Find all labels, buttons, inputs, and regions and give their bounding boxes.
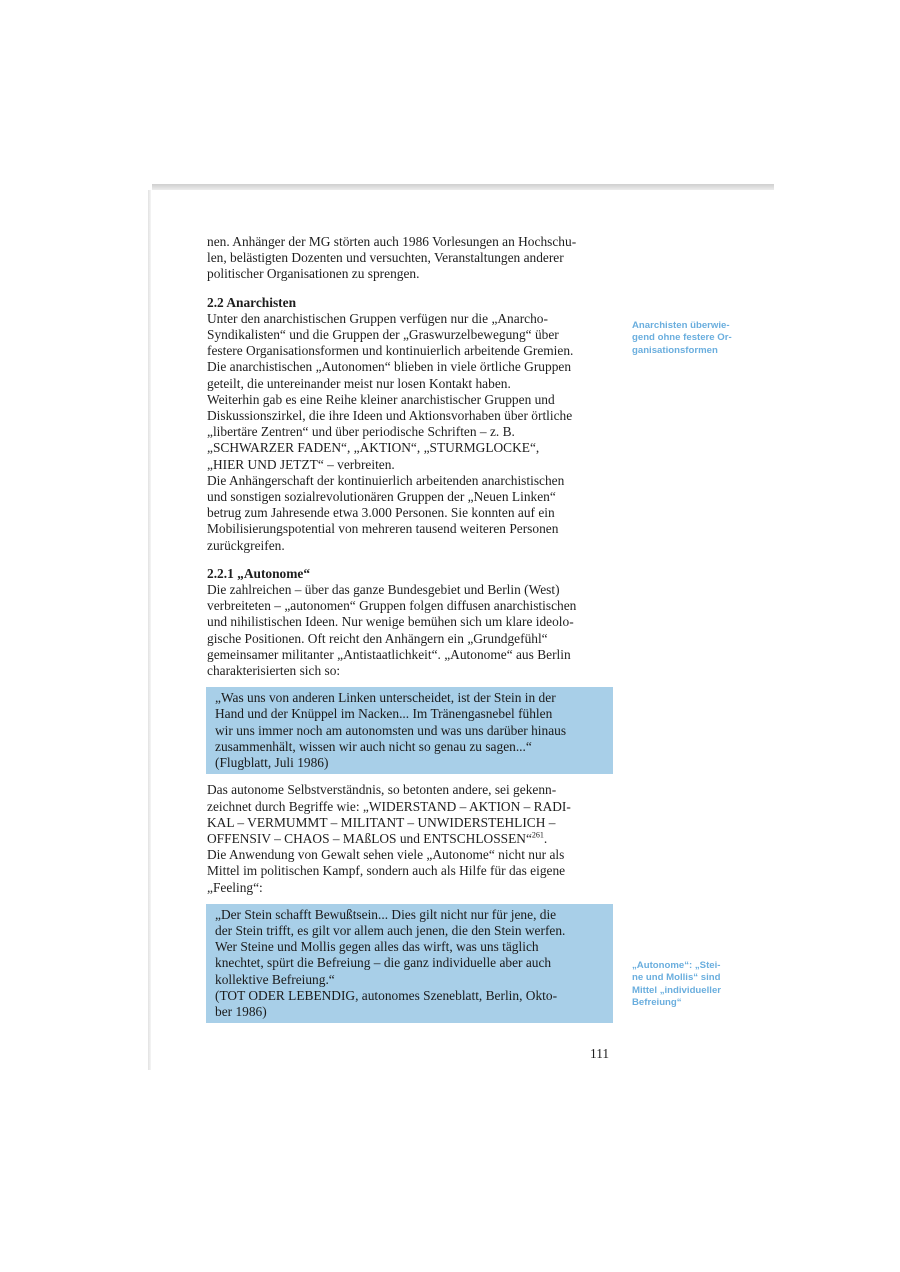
- anarchisten-paragraph-2: Weiterhin gab es eine Reihe kleiner anarchistischer Gruppen und Diskussionszirkel, die ihre Ideen und Aktionsvorhaben über örtliche „libertäre Zentren“ und über periodische Schriften – z. B. „SCHWARZER FADEN“, „AKTION“, „STURMGLOCKE“, „HIER UND JETZT“ – verbreiten.: [207, 391, 573, 472]
- margin-note-anarchisten: Anarchisten überwie- gend ohne festere Or- ganisationsformen: [632, 320, 732, 356]
- page-left-edge: [148, 190, 151, 1070]
- page-number: 111: [590, 1046, 610, 1061]
- autonome-paragraph-3: Die Anwendung von Gewalt sehen viele „Autonome“ nicht nur als Mittel im politischen Kampf, sondern auch als Hilfe für das eigene „Feeling“:: [207, 847, 566, 895]
- section-heading-anarchisten: 2.2 Anarchisten: [207, 294, 297, 310]
- section-heading-autonome: 2.2.1 „Autonome“: [207, 565, 311, 581]
- autonome-paragraph-2: Das autonome Selbstverständnis, so betonten andere, sei gekenn- zeichnet durch Begriffe wie: „WIDERSTAND – AKTION – RADI- KAL – VERMUMMT – MILITANT – UNWIDERSTEHLICH – OFFENSIV – CHAOS – MAßLOS und ENTSCHLOSSEN“$^{261}$.: [207, 782, 571, 846]
- quote-szeneblatt: „Der Stein schafft Bewußtsein... Dies gilt nicht nur für jene, die der Stein trifft, es gilt vor allem auch jenen, die den Stein werfen. Wer Steine und Mollis gegen alles das wirft, was uns täglich knechtet, spürt die Befreiung – die ganz individuelle aber auch kollektive Befreiung.“ (TOT ODER LEBENDIG, autonomes Szeneblatt, Berlin, Okto- ber 1986): [206, 904, 613, 1023]
- margin-note-autonome: „Autonome“: „Stei- ne und Mollis“ sind Mittel „individueller Befreiung“: [632, 960, 722, 1009]
- footnote-reference: 261: [531, 830, 544, 840]
- main-text-column: [207, 234, 613, 1023]
- anarchisten-paragraph-1: Unter den anarchistischen Gruppen verfügen nur die „Anarcho- Syndikalisten“ und die Gruppen der „Graswurzelbewegung“ über festere Organisationsformen und kontinuierlich arbeitende Gremien. Die anarchistischen „Autonomen“ blieben in viele örtliche Gruppen geteilt, die untereinander meist nur losen Kontakt haben.: [207, 310, 574, 391]
- autonome-paragraph-1: Die zahlreichen – über das ganze Bundesgebiet und Berlin (West) verbreiteten – „autonomen“ Gruppen folgen diffusen anarchistischen und nihilistischen Ideen. Nur wenige bemühen sich um klare ideolo- gische Positionen. Oft reicht den Anhängern ein „Grundgefühl“ gemeinsamer militanter „Antistaatlichkeit“. „Autonome“ aus Berlin charakterisierten sich so:: [207, 582, 577, 679]
- intro-paragraph: nen. Anhänger der MG störten auch 1986 Vorlesungen an Hochschu- len, belästigten Dozenten und versuchten, Veranstaltungen anderer politischer Organisationen zu sprengen.: [207, 234, 577, 282]
- page-top-rule: [152, 184, 774, 190]
- anarchisten-paragraph-3: Die Anhängerschaft der kontinuierlich arbeitenden anarchistischen und sonstigen sozialrevolutionären Gruppen der „Neuen Linken“ betrug zum Jahresende etwa 3.000 Personen. Sie konnten auf ein Mobilisierungspotential von mehreren tausend weiteren Personen zurückgreifen.: [207, 472, 565, 553]
- quote-flugblatt: „Was uns von anderen Linken unterscheidet, ist der Stein in der Hand und der Knüppel im Nacken... Im Tränengasnebel fühlen wir uns immer noch am autonomsten und was uns darüber hinaus zusammenhält, wissen wir auch nicht so genau zu sagen...“ (Flugblatt, Juli 1986): [206, 687, 613, 774]
